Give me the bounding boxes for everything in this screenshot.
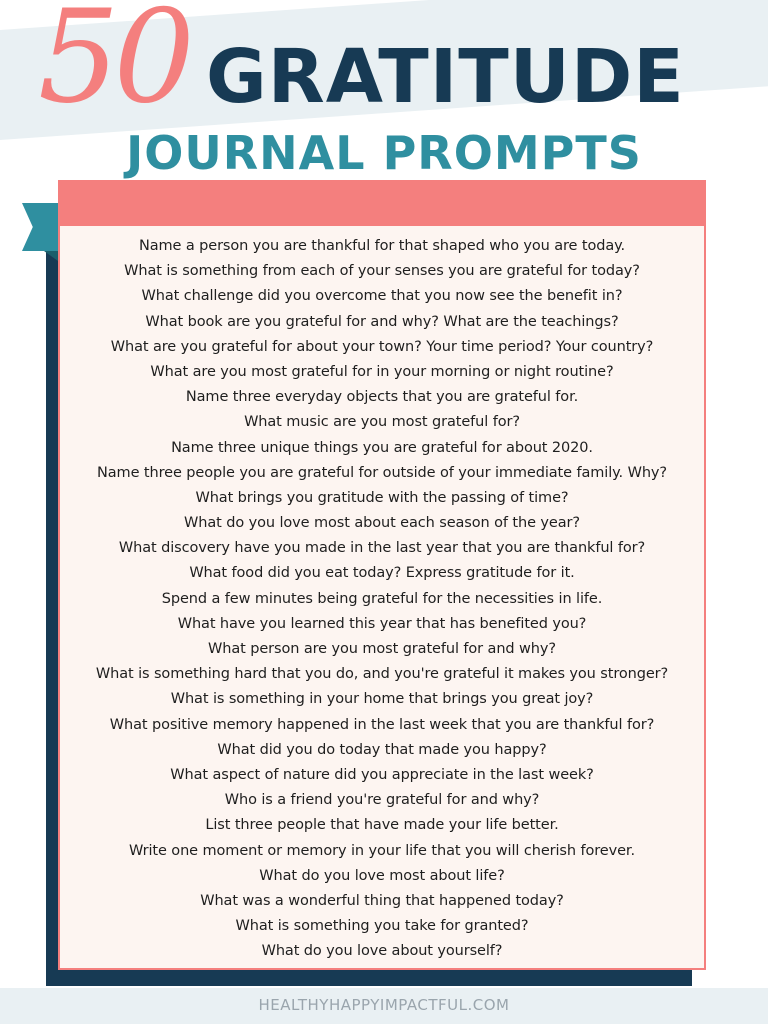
page-subtitle: JOURNAL PROMPTS <box>126 126 642 180</box>
prompt-item: What do you love about yourself? <box>261 943 503 960</box>
prompt-item: What is something from each of your senses you are grateful for today? <box>124 263 640 280</box>
prompt-list <box>60 234 704 964</box>
prompt-item: Name three unique things you are grateful for about 2020. <box>171 439 593 456</box>
prompt-item: Name three people you are grateful for outside of your immediate family. Why? <box>97 464 667 481</box>
prompt-item: What challenge did you overcome that you now see the benefit in? <box>141 288 623 305</box>
prompt-item: Who is a friend you're grateful for and why? <box>224 792 540 809</box>
footer-website: HEALTHYHAPPYIMPACTFUL.COM <box>258 996 510 1014</box>
prompt-item: List three people that have made your life better. <box>205 817 559 834</box>
prompt-item: What do you love most about each season of the year? <box>184 515 580 532</box>
prompt-item: What food did you eat today? Express gratitude for it. <box>189 565 575 582</box>
prompt-item: What aspect of nature did you appreciate in the last week? <box>170 766 594 783</box>
prompt-item: What discovery have you made in the last year that you are thankful for? <box>118 540 646 557</box>
prompt-item: What is something hard that you do, and you're grateful it makes you stronger? <box>95 666 669 683</box>
prompt-item: What positive memory happened in the last week that you are thankful for? <box>109 716 655 733</box>
prompt-item: Spend a few minutes being grateful for the necessities in life. <box>161 590 603 607</box>
ribbon-fold-icon <box>44 251 58 261</box>
prompt-item: What is something you take for granted? <box>235 918 529 935</box>
page-title: GRATITUDE <box>206 34 685 120</box>
prompts-card <box>58 180 706 970</box>
prompt-item: What is something in your home that brings you great joy? <box>170 691 594 708</box>
prompt-item: Name a person you are thankful for that shaped who you are today. <box>138 238 626 254</box>
title-number: 50 <box>38 0 189 132</box>
prompt-item: What person are you most grateful for and why? <box>208 641 556 657</box>
prompt-item: What are you grateful for about your town? Your time period? Your country? <box>110 338 654 355</box>
prompt-item: Name three everyday objects that you are grateful for. <box>185 389 579 406</box>
prompt-item: What are you most grateful for in your morning or night routine? <box>150 363 614 380</box>
prompt-item: What do you love most about life? <box>259 867 505 884</box>
prompt-item: What was a wonderful thing that happened today? <box>200 892 564 909</box>
ribbon-icon <box>22 203 58 251</box>
prompt-item: What music are you most grateful for? <box>244 414 520 431</box>
prompt-item: What have you learned this year that has benefited you? <box>177 615 587 632</box>
prompt-item: Write one moment or memory in your life that you will cherish forever. <box>129 842 635 859</box>
prompt-item: What book are you grateful for and why? What are the teachings? <box>145 313 619 330</box>
prompt-item: What brings you gratitude with the passing of time? <box>195 489 569 506</box>
prompt-item: What did you do today that made you happy? <box>217 741 547 758</box>
card-header-bar <box>60 182 704 226</box>
